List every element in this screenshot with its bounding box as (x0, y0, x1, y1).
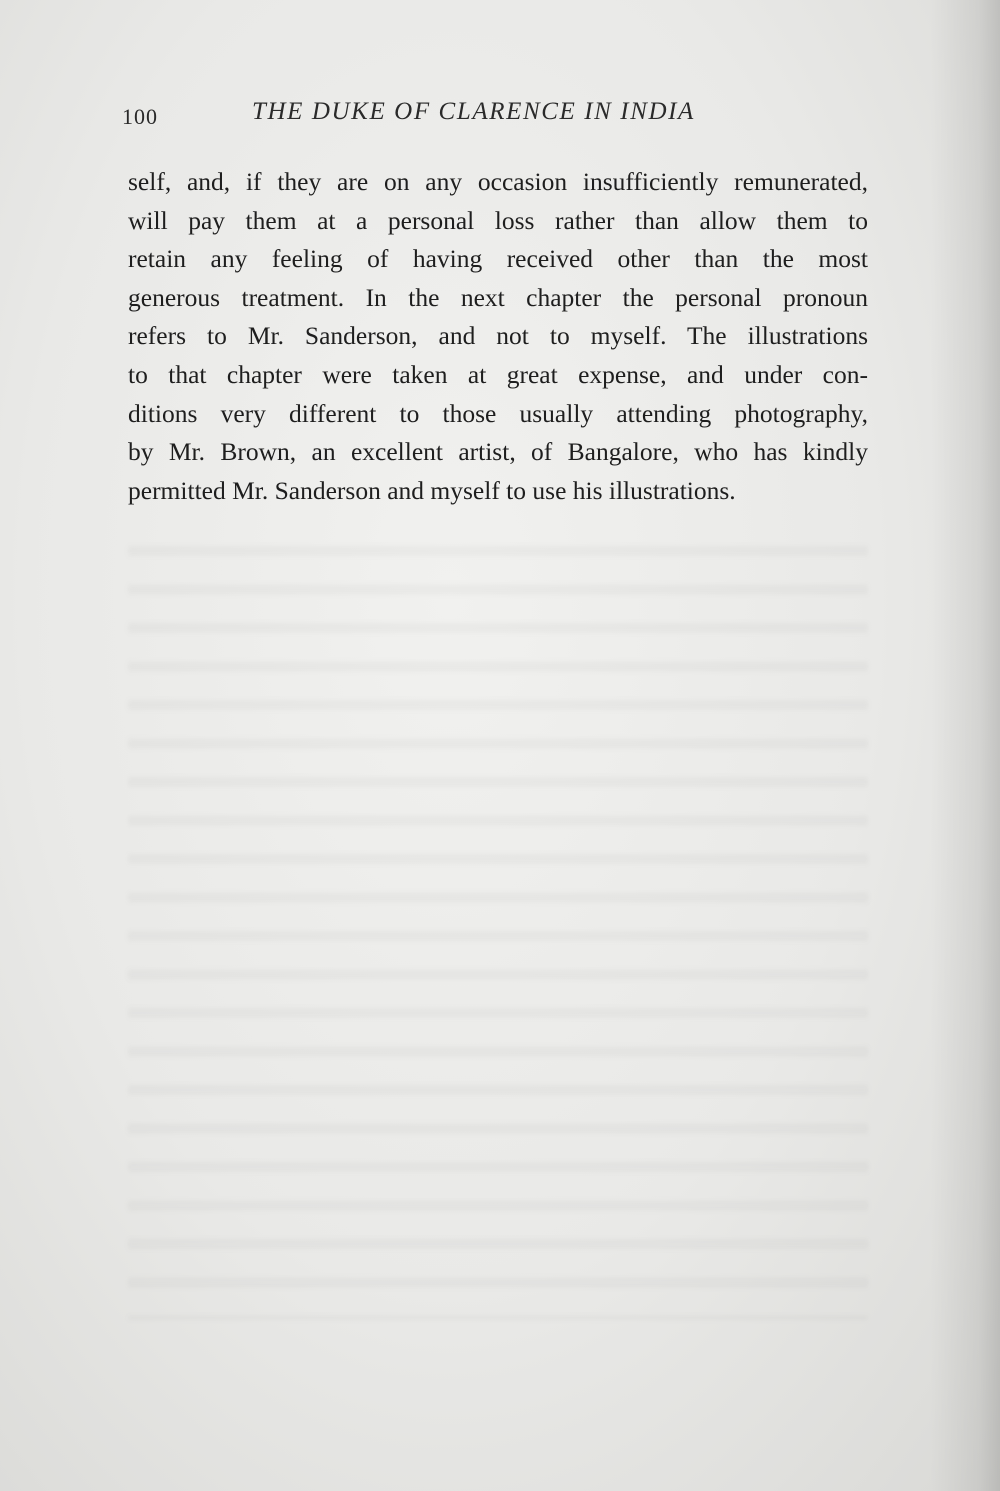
text-line: ditions very different to those usually attending photography, (128, 398, 868, 428)
text-line: generous treatment. In the next chapter the personal pronoun (128, 282, 868, 312)
show-through-text (128, 530, 868, 1320)
text-line: retain any feeling of having received other than the most (128, 244, 868, 274)
page-edge-shadow (930, 0, 1000, 1491)
text-line: self, and, if they are on any occasion insufficiently remunerated, (128, 167, 868, 196)
text-line-last: permitted Mr. Sanderson and myself to use his illustrations. (128, 475, 736, 505)
text-line: will pay them at a personal loss rather than allow them to (128, 205, 868, 235)
page-header (122, 98, 868, 138)
text-line: by Mr. Brown, an excellent artist, of Bangalore, who has kindly (128, 437, 868, 467)
body-paragraph (128, 163, 868, 510)
page-number: 100 (122, 104, 158, 129)
text-line: refers to Mr. Sanderson, and not to myself. The illustrations (128, 321, 868, 351)
text-line: to that chapter were taken at great expense, and under con- (128, 359, 868, 389)
running-title: THE DUKE OF CLARENCE IN INDIA (252, 98, 695, 125)
